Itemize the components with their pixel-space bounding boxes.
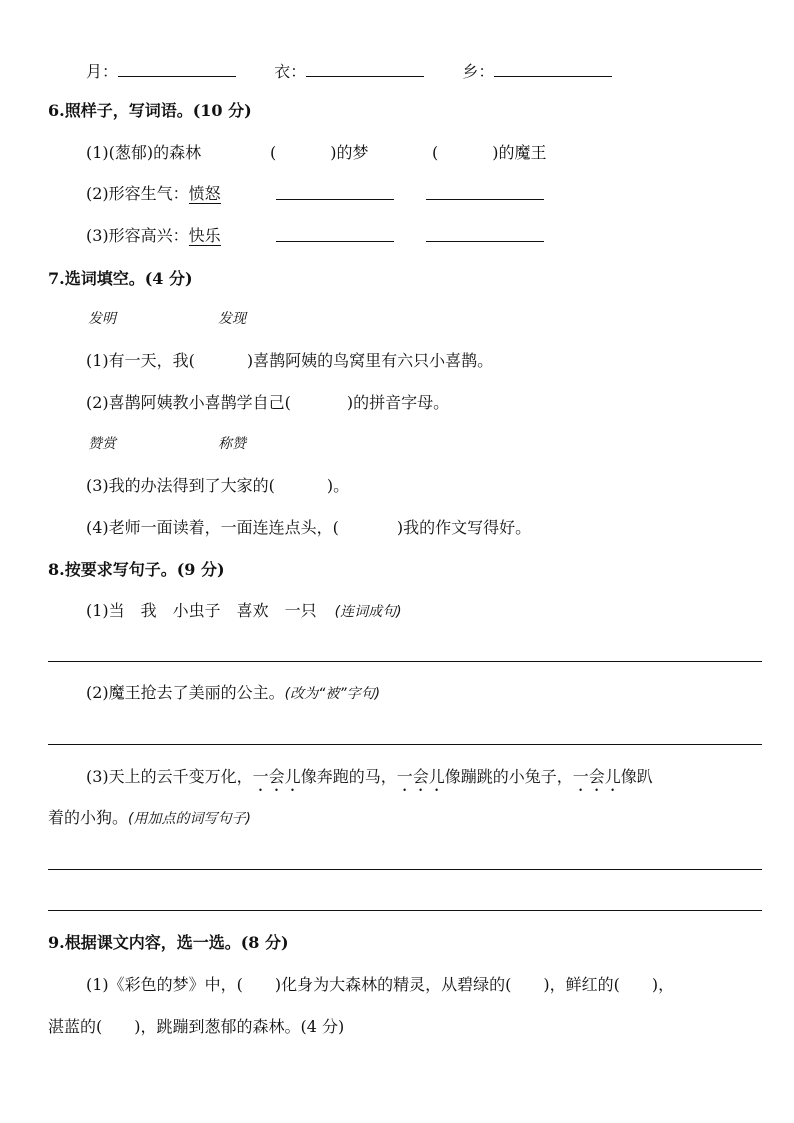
q6-row2-lines[interactable] — [276, 183, 544, 206]
q9-l2[interactable]: 湛蓝的( )，跳蹦到葱郁的森林。(4 分) — [48, 1017, 345, 1036]
q8-s3-line1: (3)天上的云千变万化，一会儿像奔跑的马，一会儿像蹦跳的小兔子，一会儿像趴 — [86, 767, 653, 786]
answer-line[interactable] — [48, 744, 762, 745]
q7-title: 7.选词填空。(4 分) — [48, 269, 193, 288]
q7-word-4: 称赞 — [218, 436, 246, 452]
answer-line — [276, 225, 394, 242]
q7-s1[interactable]: (1)有一天，我( )喜鹊阿姨的鸟窝里有六只小喜鹊。 — [86, 351, 494, 370]
q7-word-2: 发现 — [218, 311, 246, 327]
answer-line[interactable] — [306, 60, 424, 77]
q6-example-word: 快乐 — [188, 226, 221, 245]
q7-word-3: 赞赏 — [88, 436, 116, 452]
answer-line — [426, 225, 544, 242]
q6-row1-c[interactable]: ( )的魔王 — [432, 143, 547, 162]
q6-row3: (3)形容高兴：快乐 — [86, 226, 221, 245]
q7-s3[interactable]: (3)我的办法得到了大家的( )。 — [86, 476, 350, 495]
q6-row1: (1)(葱郁)的森林 — [86, 143, 202, 162]
q7-word-1: 发明 — [88, 311, 116, 327]
answer-line[interactable] — [48, 661, 762, 662]
q8-s3-line2: 着的小狗。(用加点的词写句子) — [48, 808, 251, 827]
q6-title: 6.照样子，写词语。(10 分) — [48, 101, 252, 120]
q7-s4[interactable]: (4)老师一面读着，一面连连点头，( )我的作文写得好。 — [86, 518, 532, 537]
top-label-1: 月： — [86, 62, 119, 81]
q7-s2[interactable]: (2)喜鹊阿姨教小喜鹊学自己( )的拼音字母。 — [86, 393, 450, 412]
answer-line[interactable] — [118, 60, 236, 77]
q6-example-word: 愤怒 — [188, 184, 221, 203]
q6-row2: (2)形容生气：愤怒 — [86, 184, 221, 203]
q6-row3-lines[interactable] — [276, 225, 544, 248]
q8-s2: (2)魔王抢去了美丽的公主。(改为“被”字句) — [86, 683, 381, 702]
q8-title: 8.按要求写句子。(9 分) — [48, 560, 225, 579]
answer-line[interactable] — [494, 60, 612, 77]
top-label-3: 乡： — [462, 62, 495, 81]
q8-s1: (1)当 我 小虫子 喜欢 一只 (连词成句) — [86, 601, 402, 620]
answer-line — [276, 183, 394, 200]
top-label-2: 衣： — [274, 62, 307, 81]
q6-example: (葱郁)的森林 — [108, 143, 202, 162]
q6-row1-b[interactable]: ( )的梦 — [270, 143, 369, 162]
q9-l1[interactable]: (1)《彩色的梦》中，( )化身为大森林的精灵，从碧绿的( )，鲜红的( )， — [86, 975, 675, 994]
q9-title: 9.根据课文内容，选一选。(8 分) — [48, 933, 289, 952]
answer-line[interactable] — [48, 869, 762, 870]
top-row — [86, 60, 612, 83]
answer-line[interactable] — [48, 910, 762, 911]
answer-line — [426, 183, 544, 200]
